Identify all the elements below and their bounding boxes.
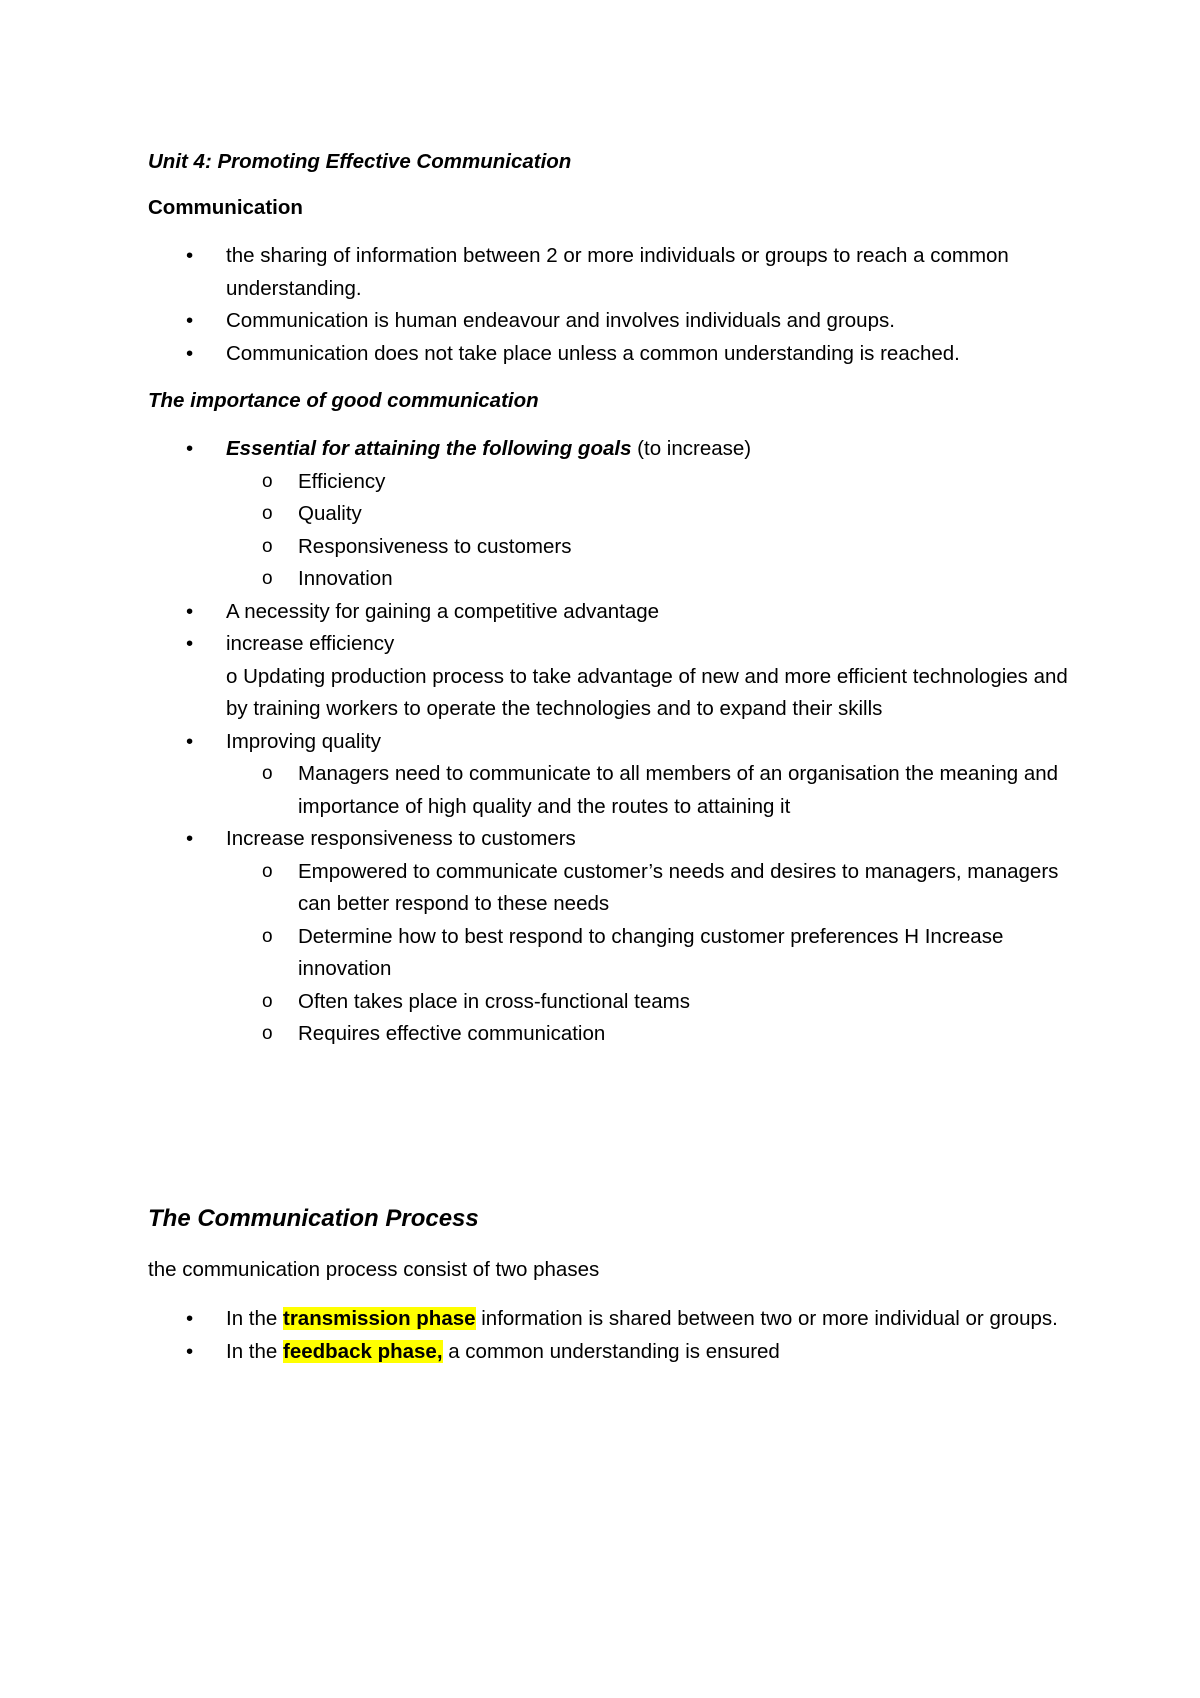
bullet-icon: • xyxy=(186,341,194,365)
section-heading-communication: Communication xyxy=(148,196,303,219)
communication-bullet-list xyxy=(148,240,1088,370)
list-item: o Efficiency xyxy=(148,466,1088,499)
list-item: o Quality xyxy=(148,498,1088,531)
bullet-icon: • xyxy=(186,244,194,267)
list-item: • Improving quality xyxy=(148,726,1088,759)
sub-bullet-icon: o xyxy=(262,990,273,1012)
sub-bullet-icon: o xyxy=(262,860,273,882)
list-item: • In the feedback phase, a common understanding is ensured xyxy=(148,1336,1088,1369)
bullet-icon: • xyxy=(186,1307,194,1330)
list-item: o Determine how to best respond to changing customer preferences H Increase innovation xyxy=(148,921,1088,986)
sub-bullet-icon: o xyxy=(262,535,273,557)
bullet-icon: • xyxy=(186,1339,194,1363)
bullet-icon: • xyxy=(186,599,194,623)
list-item: • the sharing of information between 2 or more individuals or groups to reach a common understanding. xyxy=(148,240,1088,305)
sub-bullet-icon: o xyxy=(262,568,273,589)
process-intro: the communication process consist of two phases xyxy=(148,1258,600,1281)
page-title: Unit 4: Promoting Effective Communication xyxy=(148,150,572,173)
bullet-icon: • xyxy=(186,632,194,655)
highlighted-term: transmission phase xyxy=(283,1307,476,1330)
section-heading-communication-process: The Communication Process xyxy=(148,1205,479,1232)
bullet-icon: • xyxy=(186,437,194,460)
list-item: o Responsiveness to customers xyxy=(148,531,1088,564)
list-item: o Often takes place in cross-functional teams xyxy=(148,986,1088,1019)
sub-bullet-icon: o xyxy=(262,1023,273,1044)
process-bullet-list xyxy=(148,1303,1088,1368)
list-item: o Requires effective communication xyxy=(148,1018,1088,1051)
importance-bullet-list xyxy=(148,433,1088,1051)
section-heading-importance: The importance of good communication xyxy=(148,389,539,412)
list-item: • Communication does not take place unless a common understanding is reached. xyxy=(148,338,1088,371)
list-item: • In the transmission phase information is shared between two or more individual or groups. xyxy=(148,1303,1088,1336)
bullet-icon: • xyxy=(186,827,194,850)
sub-bullet-icon: o xyxy=(262,503,273,524)
list-item: o Managers need to communicate to all members of an organisation the meaning and importance of high quality and the routes to attaining it xyxy=(148,758,1088,823)
list-item: • increase efficiency o Updating production process to take advantage of new and more efficient technologies and by training workers to operate the technologies and to expand their skills xyxy=(148,628,1088,726)
sub-bullet-icon: o xyxy=(262,763,273,784)
sub-bullet-icon: o xyxy=(262,470,273,492)
sub-bullet-icon: o xyxy=(262,925,273,947)
list-item: • Communication is human endeavour and involves individuals and groups. xyxy=(148,305,1088,338)
bullet-icon: • xyxy=(186,729,194,753)
highlighted-term: feedback phase, xyxy=(283,1339,443,1363)
list-item: o Empowered to communicate customer’s needs and desires to managers, managers can better respond to these needs xyxy=(148,856,1088,921)
list-item: • A necessity for gaining a competitive advantage xyxy=(148,596,1088,629)
list-item: • Essential for attaining the following goals (to increase) xyxy=(148,433,1088,466)
list-item: o Innovation xyxy=(148,563,1088,596)
list-item: • Increase responsiveness to customers xyxy=(148,823,1088,856)
bullet-icon: • xyxy=(186,309,194,332)
